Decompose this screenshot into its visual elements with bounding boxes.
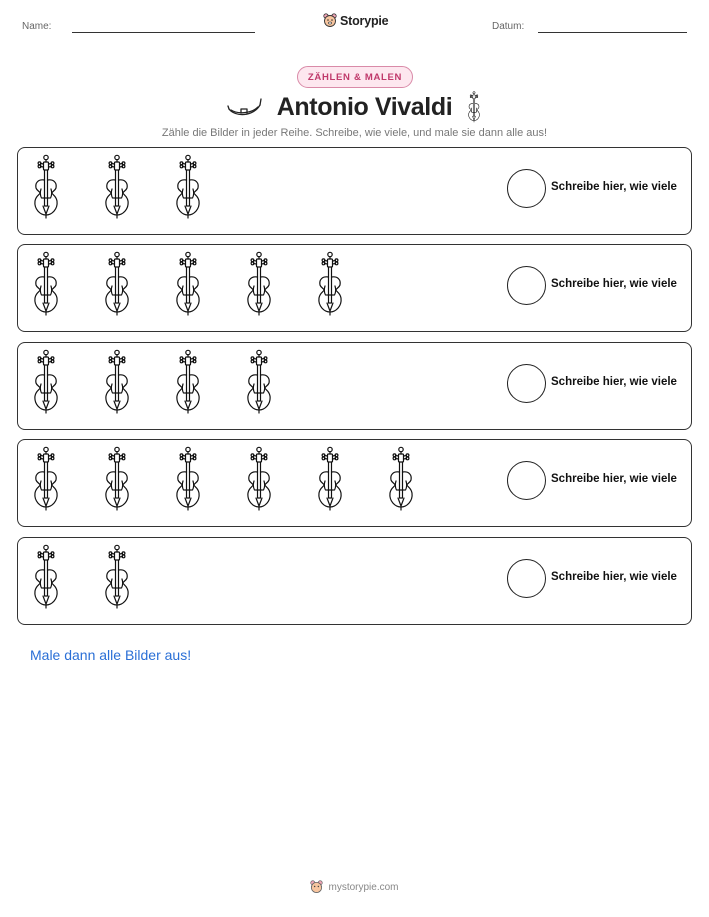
name-label: Name: (22, 21, 52, 32)
answer-label: Schreibe hier, wie viele (551, 181, 677, 193)
date-label: Datum: (492, 21, 525, 32)
answer-label: Schreibe hier, wie viele (551, 571, 677, 583)
site-footer (0, 880, 709, 894)
site-url: mystorypie.com (328, 881, 399, 893)
gondola-icon (227, 95, 263, 119)
bear-logo-icon (323, 13, 337, 28)
violin-icon (101, 349, 133, 415)
violin-icon (30, 154, 62, 220)
violin-icon (172, 251, 204, 317)
counting-row (17, 147, 692, 235)
page-title: Antonio Vivaldi (276, 92, 453, 121)
violin-icon (466, 91, 482, 123)
violin-icon (243, 349, 275, 415)
date-field[interactable] (538, 32, 687, 33)
violin-icon (101, 544, 133, 610)
violin-icon (172, 446, 204, 512)
violin-icon (243, 251, 275, 317)
violin-icon (101, 251, 133, 317)
violin-icon (101, 446, 133, 512)
violin-group (30, 544, 133, 610)
violin-icon (101, 154, 133, 220)
answer-circle[interactable] (507, 559, 546, 598)
violin-group (30, 446, 417, 512)
violin-group (30, 251, 346, 317)
answer-circle[interactable] (507, 169, 546, 208)
violin-icon (385, 446, 417, 512)
violin-icon (314, 251, 346, 317)
answer-circle[interactable] (507, 461, 546, 500)
counting-row (17, 537, 692, 625)
category-badge: ZÄHLEN & MALEN (297, 66, 413, 88)
counting-row (17, 439, 692, 527)
brand-logo (323, 13, 388, 28)
violin-icon (30, 544, 62, 610)
footer-note: Male dann alle Bilder aus! (30, 647, 192, 663)
answer-circle[interactable] (507, 266, 546, 305)
violin-icon (172, 154, 204, 220)
instructions: Zähle die Bilder in jeder Reihe. Schreibe, wie viele, und male sie dann alle aus! (161, 127, 548, 139)
answer-label: Schreibe hier, wie viele (551, 473, 677, 485)
answer-label: Schreibe hier, wie viele (551, 278, 677, 290)
violin-icon (30, 446, 62, 512)
counting-row (17, 244, 692, 332)
violin-icon (314, 446, 346, 512)
violin-icon (30, 251, 62, 317)
violin-group (30, 154, 204, 220)
counting-row (17, 342, 692, 430)
violin-icon (172, 349, 204, 415)
violin-group (30, 349, 275, 415)
title-row (0, 90, 709, 124)
answer-circle[interactable] (507, 364, 546, 403)
bear-logo-icon (310, 880, 323, 894)
brand-name: Storypie (340, 13, 389, 28)
violin-icon (243, 446, 275, 512)
answer-label: Schreibe hier, wie viele (551, 376, 677, 388)
violin-icon (30, 349, 62, 415)
name-field[interactable] (72, 32, 255, 33)
